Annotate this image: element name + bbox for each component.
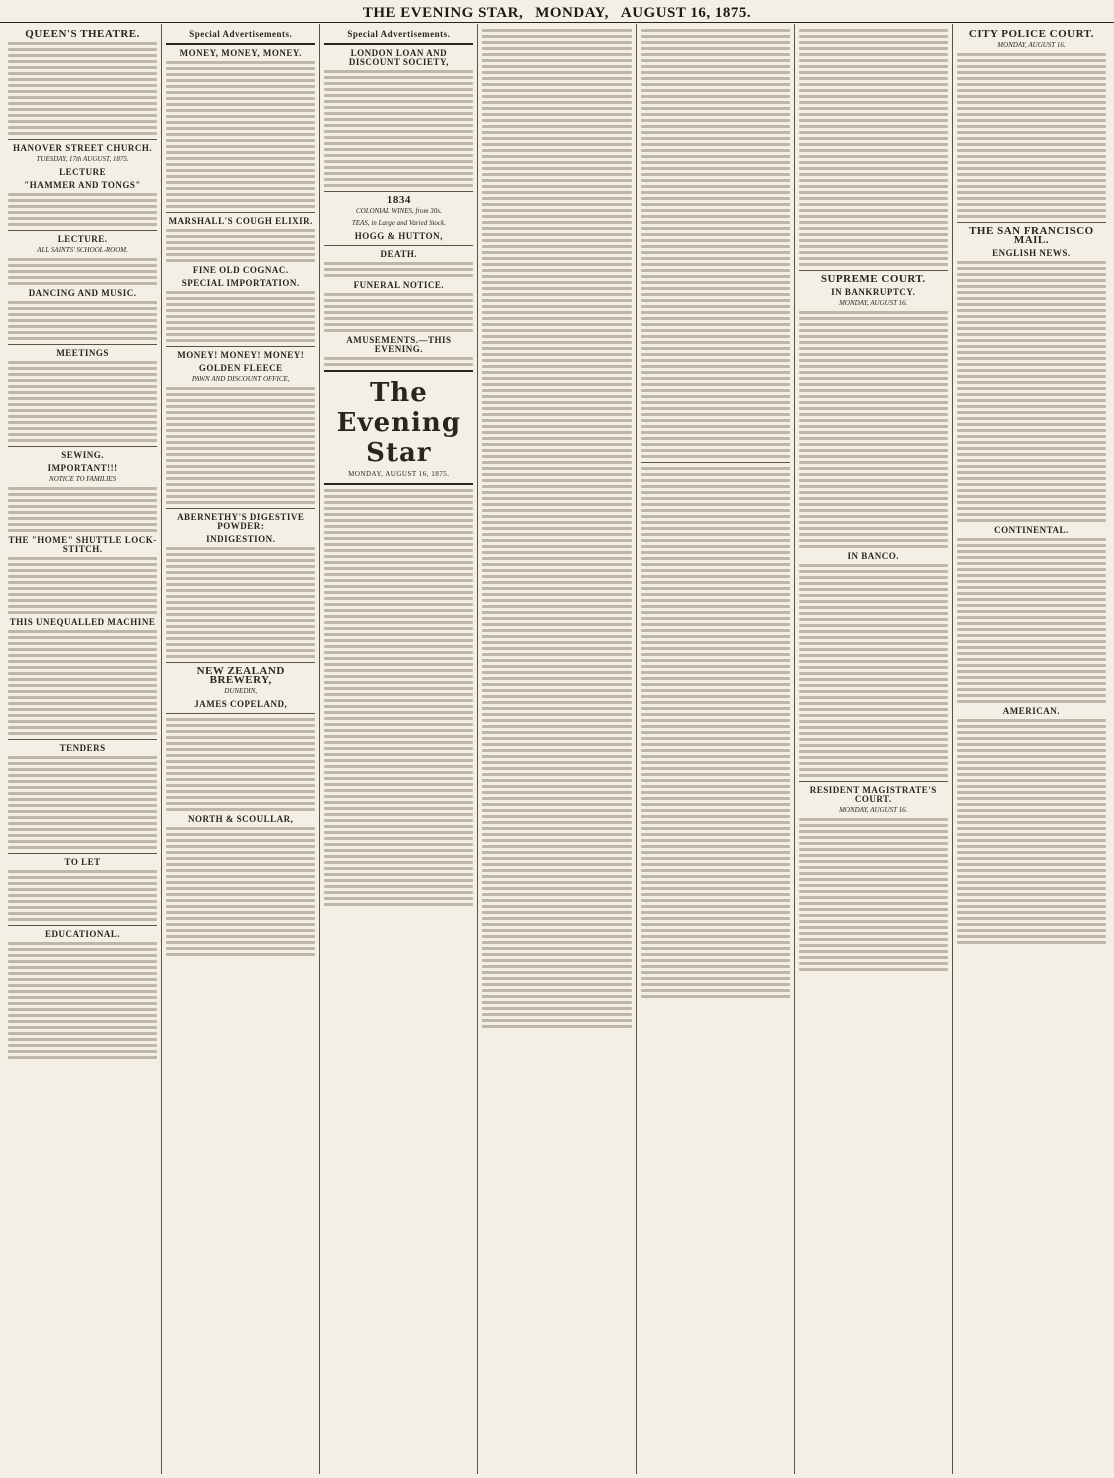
supreme-heading: SUPREME COURT. bbox=[820, 273, 926, 285]
brewery-heading: NEW ZEALAND BREWERY, bbox=[196, 665, 285, 686]
meetings-text bbox=[8, 361, 157, 442]
death-text bbox=[324, 262, 473, 277]
sewing-line-1: IMPORTANT!!! bbox=[47, 463, 118, 473]
column-3 bbox=[320, 24, 478, 1474]
amusements-heading: AMUSEMENTS.—THIS EVENING. bbox=[346, 335, 452, 354]
scoullar-heading: NORTH & SCOULLAR, bbox=[187, 814, 294, 824]
masthead-title: THE EVENING STAR, bbox=[362, 5, 524, 21]
paper-dateline: MONDAY, AUGUST 16, 1875. bbox=[348, 470, 450, 478]
police-heading: CITY POLICE COURT. bbox=[968, 28, 1094, 40]
money-text bbox=[166, 61, 315, 208]
machine-text bbox=[8, 630, 157, 735]
lecture-line: ALL SAINTS' SCHOOL-ROOM. bbox=[37, 246, 128, 254]
hogg-heading: HOGG & HUTTON, bbox=[354, 231, 443, 241]
edu-heading: EDUCATIONAL. bbox=[45, 929, 121, 939]
rm-heading: RESIDENT MAGISTRATE'S COURT. bbox=[809, 785, 937, 804]
cognac-text bbox=[166, 291, 315, 342]
brewery-owner: JAMES COPELAND, bbox=[194, 699, 288, 709]
column-7 bbox=[953, 24, 1110, 1474]
tolet-heading: TO LET bbox=[64, 857, 101, 867]
column-2 bbox=[162, 24, 320, 1474]
golden-heading: GOLDEN FLEECE bbox=[198, 363, 283, 373]
article-text-6a bbox=[799, 29, 948, 266]
money-heading: MONEY, MONEY, MONEY. bbox=[179, 48, 302, 58]
notice-text bbox=[166, 718, 315, 811]
import-heading: SPECIAL IMPORTATION. bbox=[181, 278, 300, 288]
golden-text bbox=[166, 387, 315, 504]
loan-text bbox=[324, 70, 473, 187]
church-heading: HANOVER STREET CHURCH. bbox=[13, 143, 153, 153]
home-heading: THE "HOME" SHUTTLE LOCK-STITCH. bbox=[8, 535, 157, 554]
special-heading-2: Special Advertisements. bbox=[347, 29, 451, 39]
meetings-heading: MEETINGS bbox=[56, 348, 109, 358]
church-text bbox=[8, 193, 157, 226]
banco-text bbox=[799, 564, 948, 777]
cough-text bbox=[166, 229, 315, 262]
column-6 bbox=[795, 24, 953, 1474]
police-text bbox=[957, 53, 1106, 218]
indigestion-heading: INDIGESTION. bbox=[206, 534, 276, 544]
lecture-text bbox=[8, 258, 157, 285]
paper-title: The Evening Star bbox=[336, 378, 462, 468]
bankruptcy-date: MONDAY, AUGUST 16. bbox=[839, 299, 908, 307]
continental-text bbox=[957, 538, 1106, 703]
brewery-city: DUNEDIN, bbox=[224, 687, 258, 695]
loan-heading: LONDON LOAN AND DISCOUNT SOCIETY, bbox=[348, 48, 449, 67]
tenders-text bbox=[8, 756, 157, 849]
lecture-heading: LECTURE. bbox=[57, 234, 108, 244]
bankruptcy-heading: IN BANKRUPTCY. bbox=[831, 287, 916, 297]
bankruptcy-text bbox=[799, 311, 948, 548]
english-text bbox=[957, 261, 1106, 522]
home-text bbox=[8, 557, 157, 614]
golden-sub: PAWN AND DISCOUNT OFFICE, bbox=[191, 375, 290, 383]
cough-heading: MARSHALL'S COUGH ELIXIR. bbox=[168, 216, 313, 226]
funeral-heading: FUNERAL NOTICE. bbox=[353, 280, 445, 290]
indigestion-text bbox=[166, 547, 315, 658]
article-text-5a bbox=[641, 29, 790, 458]
year-heading: 1834 bbox=[386, 194, 411, 206]
column-5 bbox=[637, 24, 795, 1474]
funeral-text bbox=[324, 293, 473, 332]
rm-date: MONDAY, AUGUST 16. bbox=[839, 806, 908, 814]
amusements-text bbox=[324, 357, 473, 366]
column-1 bbox=[4, 24, 162, 1474]
masthead-date: AUGUST 16, 1875. bbox=[620, 5, 752, 21]
scoullar-text bbox=[166, 827, 315, 956]
english-heading: ENGLISH NEWS. bbox=[992, 248, 1071, 258]
church-line-1: TUESDAY, 17th AUGUST, 1875. bbox=[36, 155, 129, 163]
dancing-heading: DANCING AND MUSIC. bbox=[28, 288, 137, 298]
death-heading: DEATH. bbox=[380, 249, 418, 259]
sewing-heading: SEWING. bbox=[61, 450, 104, 460]
church-line-3: "HAMMER AND TONGS" bbox=[24, 180, 141, 190]
sewing-line-2: NOTICE TO FAMILIES bbox=[49, 475, 117, 483]
columns bbox=[4, 24, 1110, 1474]
tenders-heading: TENDERS bbox=[59, 743, 106, 753]
money2-heading: MONEY! MONEY! MONEY! bbox=[177, 350, 305, 360]
masthead bbox=[0, 0, 1114, 23]
cognac-heading: FINE OLD COGNAC. bbox=[192, 265, 289, 275]
rm-text bbox=[799, 818, 948, 971]
dancing-text bbox=[8, 301, 157, 340]
abernethy-heading: ABERNETHY'S DIGESTIVE POWDER: bbox=[177, 512, 305, 531]
article-text-5b bbox=[641, 467, 790, 998]
machine-heading: THIS UNEQUALLED MACHINE bbox=[9, 617, 156, 627]
edu-text bbox=[8, 942, 157, 1059]
colonial-line: COLONIAL WINES, from 30s. bbox=[355, 207, 442, 215]
article-text-4 bbox=[482, 29, 631, 1028]
sf-heading: THE SAN FRANCISCO MAIL. bbox=[969, 225, 1094, 246]
police-date: MONDAY, AUGUST 16. bbox=[997, 41, 1066, 49]
special-heading: Special Advertisements. bbox=[189, 29, 293, 39]
theatre-text bbox=[8, 42, 157, 135]
teas-line: TEAS, in Large and Varied Stock. bbox=[351, 219, 446, 227]
sewing-text bbox=[8, 487, 157, 532]
column-4 bbox=[478, 24, 636, 1474]
theatre-heading: QUEEN'S THEATRE. bbox=[25, 28, 140, 40]
masthead-day: MONDAY, bbox=[535, 5, 609, 21]
american-heading: AMERICAN. bbox=[1002, 706, 1061, 716]
american-text bbox=[957, 719, 1106, 944]
tolet-text bbox=[8, 870, 157, 921]
church-line-2: LECTURE bbox=[59, 167, 107, 177]
banco-heading: IN BANCO. bbox=[847, 551, 900, 561]
leader-text bbox=[324, 489, 473, 906]
continental-heading: CONTINENTAL. bbox=[994, 525, 1069, 535]
